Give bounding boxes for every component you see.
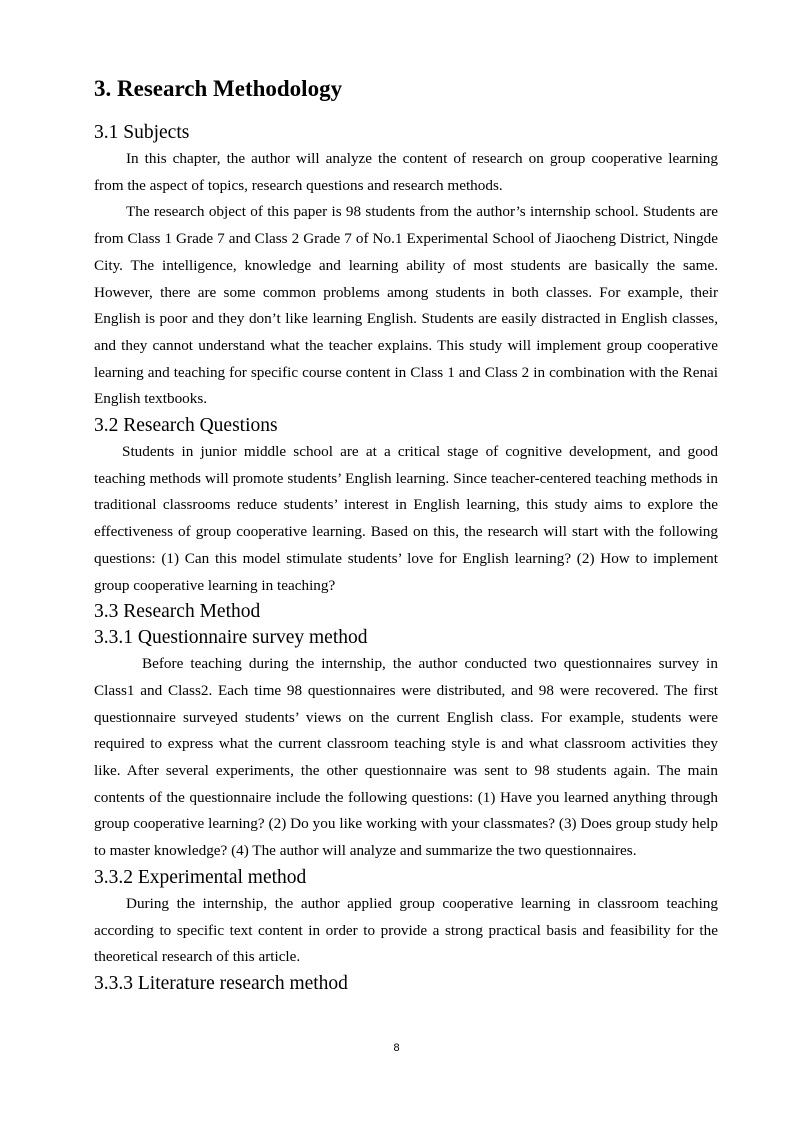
paragraph-research-questions: Students in junior middle school are at a critical stage of cognitive development, and good teaching methods will promote students’ English learning. Since teacher-centered teaching methods in traditional classrooms reduce students’ interest in English learning, this study aims to explore the effectiveness of group cooperative learning. Based on this, the research will start with the following questions: (1) Can this model stimulate students’ love for English learning? (2) How to implement group cooperative learning in teaching? (94, 443, 718, 594)
paragraph-subjects-detail: The research object of this paper is 98 students from the author’s internship school. Students are from Class 1 Grade 7 and Class 2 Grade 7 of No.1 Experimental School of Jiaocheng District, Ningde City. The intelligence, knowledge and learning ability of most students are basically the same. However, there are some common problems among students in both classes. For example, their English is poor and they don’t like learning English. Students are easily distracted in English classes, and they cannot understand what the teacher explains. This study will implement group cooperative learning and teaching for specific course content in Class 1 and Class 2 in combination with the Renai English textbooks. (94, 203, 718, 408)
subsection-heading-experimental: 3.3.2 Experimental method (94, 866, 307, 888)
paragraph-questionnaire: Before teaching during the internship, the author conducted two questionnaires survey in Class1 and Class2. Each time 98 questionnaires were distributed, and 98 were recovered. The first questionnaire surveyed students’ views on the current English class. For example, students were required to express what the current classroom teaching style is and what classroom activities they like. After several experiments, the other questionnaire was sent to 98 students again. The main contents of the questionnaire include the following questions: (1) Have you learned anything through group cooperative learning? (2) Do you like working with your classmates? (3) Does group study help to master knowledge? (4) The author will analyze and summarize the two questionnaires. (94, 655, 718, 860)
page-number: 8 (393, 1042, 400, 1054)
paragraph-experimental: During the internship, the author applied group cooperative learning in classroom teaching according to specific text content in order to provide a strong practical basis and feasibility for the theoretical research of this article. (94, 894, 718, 966)
page-content (94, 72, 718, 997)
chapter-title: 3. Research Methodology (94, 76, 343, 101)
section-heading-research-method: 3.3 Research Method (94, 601, 261, 623)
paragraph-subjects-intro: In this chapter, the author will analyze the content of research on group cooperative learning from the aspect of topics, research questions and research methods. (94, 150, 718, 194)
subsection-heading-literature: 3.3.3 Literature research method (94, 972, 348, 994)
section-heading-subjects: 3.1 Subjects (94, 122, 190, 143)
subsection-heading-questionnaire: 3.3.1 Questionnaire survey method (94, 627, 368, 649)
section-heading-research-questions: 3.2 Research Questions (94, 415, 278, 437)
